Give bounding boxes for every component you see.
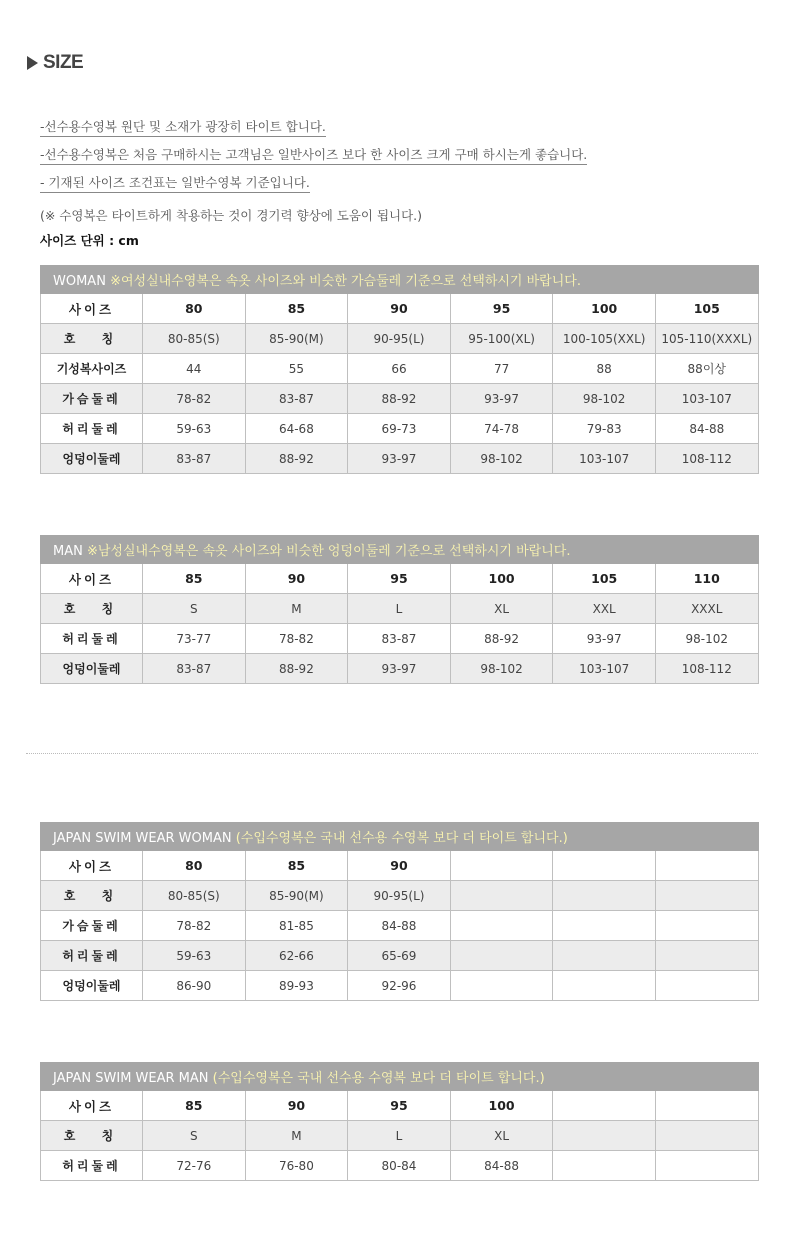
notes-list [40,116,587,200]
table-cell: S [143,1121,246,1151]
table-row [41,1121,759,1151]
table-row [41,881,759,911]
table-cell: 59-63 [143,941,246,971]
table-cell: 92-96 [348,971,451,1001]
japan-woman-size-table [40,822,759,1001]
table-caption-row [41,1063,759,1091]
table-row [41,384,759,414]
size-header-cell: 85 [143,564,246,594]
size-header-cell: 90 [348,294,451,324]
table-cell: 108-112 [655,444,758,474]
table-cell: 78-82 [143,911,246,941]
table-cell: 86-90 [143,971,246,1001]
table-cell: M [245,1121,348,1151]
table-caption-row [41,823,759,851]
size-header-cell: 100 [450,564,553,594]
table-cell: 88이상 [655,354,758,384]
row-label: 허리둘레 [41,1151,143,1181]
table-header-row [41,1091,759,1121]
table-cell: 73-77 [143,624,246,654]
table-cell: 80-85(S) [143,881,246,911]
size-header-cell: 85 [245,851,348,881]
table-cell: 84-88 [655,414,758,444]
table-row [41,911,759,941]
row-label: 호 칭 [41,594,143,624]
table-row [41,654,759,684]
size-heading-text: SIZE [43,52,84,73]
table-row [41,414,759,444]
man-size-table [40,535,759,684]
size-header-cell [655,1091,758,1121]
table-cell: 88-92 [245,444,348,474]
table-cell [553,881,656,911]
table-cell: 88-92 [245,654,348,684]
table-cell: 84-88 [450,1151,553,1181]
table-caption-row [41,536,759,564]
table-cell: 83-87 [245,384,348,414]
table-header-row [41,851,759,881]
table-cell: 93-97 [348,444,451,474]
table-cell: 93-97 [348,654,451,684]
size-header-cell [553,1091,656,1121]
table-cell: XL [450,1121,553,1151]
table-cell: 44 [143,354,246,384]
table-cell: 62-66 [245,941,348,971]
row-label: 사이즈 [41,851,143,881]
row-label: 엉덩이둘레 [41,444,143,474]
table-cell: 95-100(XL) [450,324,553,354]
row-label: 사이즈 [41,564,143,594]
table-subtitle: ※여성실내수영복은 속옷 사이즈와 비슷한 가슴둘레 기준으로 선택하시기 바랍니다. [110,274,581,289]
table-cell [553,971,656,1001]
table-cell: 93-97 [553,624,656,654]
table-subtitle: (수입수영복은 국내 선수용 수영복 보다 더 타이트 합니다.) [235,831,568,846]
table-cell: 108-112 [655,654,758,684]
section-divider [26,753,758,754]
size-header-cell [450,851,553,881]
triangle-right-icon [27,56,38,70]
table-row [41,444,759,474]
table-cell: 85-90(M) [245,324,348,354]
table-cell: 84-88 [348,911,451,941]
table-cell [655,1151,758,1181]
table-row [41,354,759,384]
table-caption [41,823,759,851]
table-cell: 76-80 [245,1151,348,1181]
row-label: 엉덩이둘레 [41,971,143,1001]
table-cell [450,881,553,911]
size-header-cell: 80 [143,851,246,881]
size-header-cell [655,851,758,881]
table-cell [450,941,553,971]
size-header-cell: 95 [348,1091,451,1121]
japan-man-size-table [40,1062,759,1181]
row-label: 엉덩이둘레 [41,654,143,684]
row-label: 사이즈 [41,294,143,324]
table-cell: 79-83 [553,414,656,444]
table-cell: 66 [348,354,451,384]
table-header-row [41,294,759,324]
size-unit-note: 사이즈 단위 : cm [40,233,139,248]
table-cell: 88-92 [348,384,451,414]
note-item: -선수용수영복 원단 및 소재가 광장히 타이트 합니다. [40,118,326,137]
table-cell: 55 [245,354,348,384]
size-header-cell: 95 [450,294,553,324]
table-cell: 77 [450,354,553,384]
woman-size-table [40,265,759,474]
table-cell: S [143,594,246,624]
table-cell: 74-78 [450,414,553,444]
table-cell: 64-68 [245,414,348,444]
row-label: 허리둘레 [41,941,143,971]
table-title: JAPAN SWIM WEAR MAN [53,1071,209,1086]
table-cell: 72-76 [143,1151,246,1181]
table-cell: XL [450,594,553,624]
size-header-cell: 85 [143,1091,246,1121]
size-header-cell: 85 [245,294,348,324]
table-cell [553,941,656,971]
table-cell: 90-95(L) [348,881,451,911]
table-cell: 80-84 [348,1151,451,1181]
table-cell: 59-63 [143,414,246,444]
row-label: 허리둘레 [41,414,143,444]
table-caption [41,266,759,294]
table-cell: 98-102 [655,624,758,654]
table-cell: 98-102 [450,654,553,684]
size-heading [27,52,83,74]
table-cell: 93-97 [450,384,553,414]
table-caption [41,536,759,564]
table-cell: 83-87 [143,444,246,474]
table-cell: 88 [553,354,656,384]
table-cell: 88-92 [450,624,553,654]
table-title: WOMAN [53,274,106,289]
table-title: JAPAN SWIM WEAR WOMAN [53,831,232,846]
row-label: 기성복사이즈 [41,354,143,384]
table-cell [655,911,758,941]
row-label: 호 칭 [41,1121,143,1151]
table-cell [553,1151,656,1181]
table-cell: 65-69 [348,941,451,971]
table-cell: 81-85 [245,911,348,941]
table-subtitle: (수입수영복은 국내 선수용 수영복 보다 더 타이트 합니다.) [212,1071,545,1086]
row-label: 가슴둘레 [41,911,143,941]
row-label: 호 칭 [41,324,143,354]
table-cell [655,881,758,911]
size-header-cell: 90 [348,851,451,881]
table-cell: 103-107 [655,384,758,414]
row-label: 사이즈 [41,1091,143,1121]
table-cell: 80-85(S) [143,324,246,354]
table-cell: L [348,594,451,624]
table-cell [553,911,656,941]
table-cell [655,1121,758,1151]
table-cell [655,941,758,971]
size-header-cell: 90 [245,1091,348,1121]
table-cell: M [245,594,348,624]
size-header-cell: 95 [348,564,451,594]
size-header-cell: 105 [553,564,656,594]
size-header-cell: 100 [553,294,656,324]
size-header-cell: 105 [655,294,758,324]
table-caption [41,1063,759,1091]
table-cell [553,1121,656,1151]
table-cell: 100-105(XXL) [553,324,656,354]
table-cell: XXL [553,594,656,624]
table-cell: 85-90(M) [245,881,348,911]
size-header-cell: 90 [245,564,348,594]
size-header-cell: 110 [655,564,758,594]
table-caption-row [41,266,759,294]
table-cell: 89-93 [245,971,348,1001]
table-subtitle: ※남성실내수영복은 속옷 사이즈와 비슷한 엉덩이둘레 기준으로 선택하시기 바랍니다. [86,544,571,559]
table-row [41,324,759,354]
table-row [41,594,759,624]
table-cell: 83-87 [143,654,246,684]
note-item: -선수용수영복은 처음 구매하시는 고객님은 일반사이즈 보다 한 사이즈 크게 구매 하시는게 좋습니다. [40,146,587,165]
table-cell [655,971,758,1001]
table-cell [450,971,553,1001]
table-cell: 78-82 [245,624,348,654]
table-row [41,971,759,1001]
table-title: MAN [53,544,83,559]
table-cell: XXXL [655,594,758,624]
table-header-row [41,564,759,594]
table-row [41,1151,759,1181]
row-label: 허리둘레 [41,624,143,654]
table-cell: 78-82 [143,384,246,414]
table-cell: 105-110(XXXL) [655,324,758,354]
table-cell: 90-95(L) [348,324,451,354]
table-cell: 83-87 [348,624,451,654]
size-header-cell: 100 [450,1091,553,1121]
swimwear-tip: (※ 수영복은 타이트하게 착용하는 것이 경기력 향상에 도움이 됩니다.) [40,208,423,223]
size-header-cell: 80 [143,294,246,324]
row-label: 가슴둘레 [41,384,143,414]
table-cell: L [348,1121,451,1151]
row-label: 호 칭 [41,881,143,911]
table-row [41,941,759,971]
table-cell: 98-102 [553,384,656,414]
table-cell [450,911,553,941]
note-item: - 기재된 사이즈 조건표는 일반수영복 기준입니다. [40,174,310,193]
table-cell: 69-73 [348,414,451,444]
table-cell: 103-107 [553,444,656,474]
table-cell: 103-107 [553,654,656,684]
table-row [41,624,759,654]
table-cell: 98-102 [450,444,553,474]
size-header-cell [553,851,656,881]
